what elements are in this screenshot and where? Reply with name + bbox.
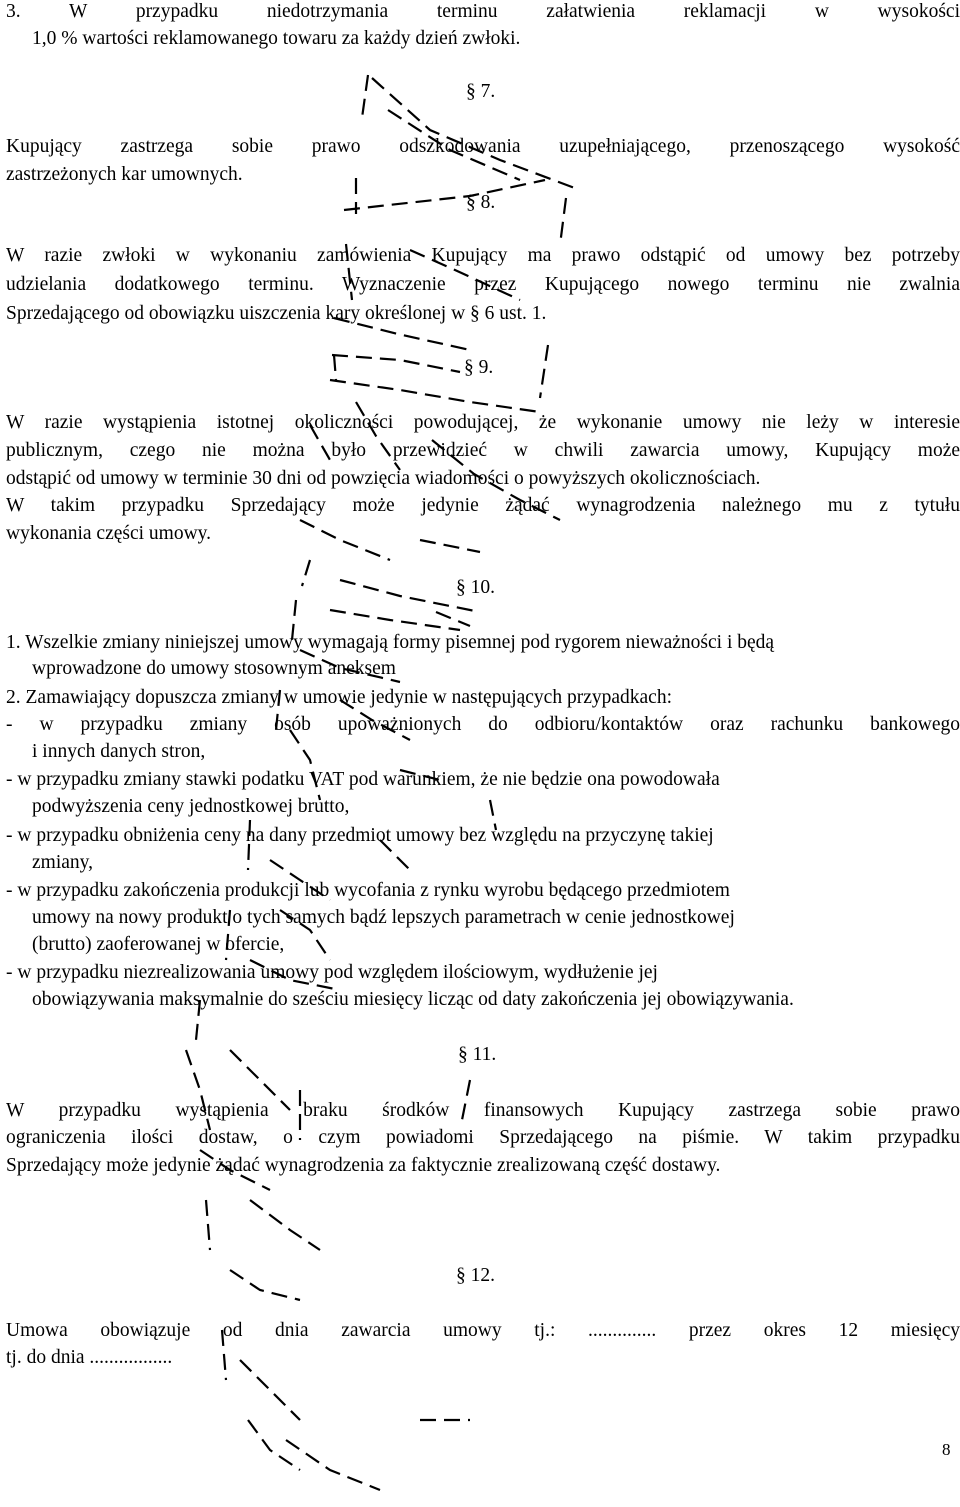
page-number: 8 — [942, 1440, 951, 1459]
section-11-line-1: W przypadku wystąpienia braku środków finansowych Kupujący zastrzega sobie prawo — [6, 1100, 960, 1121]
section-10-line-8: - w przypadku obniżenia ceny na dany przedmiot umowy bez względu na przyczynę takiej — [6, 825, 714, 846]
section-12-line-1: Umowa obowiązuje od dnia zawarcia umowy tj.: .............. przez okres 12 miesięcy — [6, 1320, 960, 1341]
section-10-line-2: wprowadzone do umowy stosownym aneksem — [32, 658, 396, 679]
section-10-line-4: - w przypadku zmiany osób upoważnionych do odbioru/kontaktów oraz rachunku bankowego — [6, 714, 960, 735]
section-7-line-1: Kupujący zastrzega sobie prawo odszkodowania uzupełniającego, przenoszącego wysokość — [6, 136, 960, 157]
section-11-line-3: Sprzedający może jedynie żądać wynagrodzenia za faktycznie zrealizowaną część dostawy. — [6, 1155, 721, 1176]
section-9-line-3: odstąpić od umowy w terminie 30 dni od powzięcia wiadomości o powyższych okolicznościach. — [6, 468, 761, 489]
section-9-heading: § 9. — [464, 357, 494, 378]
section-10-line-12: (brutto) zaoferowanej w ofercie, — [32, 934, 285, 955]
section-10-line-11: umowy na nowy produkt o tych samych bądź lepszych parametrach w cenie jednostkowej — [32, 907, 735, 928]
section-10-line-6: - w przypadku zmiany stawki podatku VAT pod warunkiem, że nie będzie ona powodowała — [6, 769, 720, 790]
section-8-line-1: W razie zwłoki w wykonaniu zamówienia Kupujący ma prawo odstąpić od umowy bez potrzeby — [6, 245, 960, 266]
section-10-line-9: zmiany, — [32, 852, 94, 873]
section-8-heading: § 8. — [466, 192, 496, 213]
point-3-line-2: 1,0 % wartości reklamowanego towaru za każdy dzień zwłoki. — [32, 28, 521, 49]
section-8-line-2: udzielania dodatkowego terminu. Wyznaczenie przez Kupującego nowego terminu nie zwalnia — [6, 274, 960, 295]
section-12-heading: § 12. — [456, 1265, 495, 1286]
section-12-line-2: tj. do dnia ................. — [6, 1347, 173, 1368]
section-7-heading: § 7. — [466, 81, 496, 102]
section-11-heading: § 11. — [458, 1044, 497, 1065]
section-9-line-1: W razie wystąpienia istotnej okoliczności powodującej, że wykonanie umowy nie leży w interesie — [6, 412, 960, 433]
point-3-line-1: 3. W przypadku niedotrzymania terminu załatwienia reklamacji w wysokości — [6, 1, 960, 22]
section-7-line-2: zastrzeżonych kar umownych. — [6, 164, 243, 185]
section-10-line-14: obowiązywania maksymalnie do sześciu miesięcy licząc od daty zakończenia jej obowiązywania. — [32, 989, 794, 1010]
section-10-line-5: i innych danych stron, — [32, 741, 206, 762]
section-10-line-13: - w przypadku niezrealizowania umowy pod względem ilościowym, wydłużenie jej — [6, 962, 658, 983]
section-10-line-3: 2. Zamawiający dopuszcza zmiany w umowie jedynie w następujących przypadkach: — [6, 687, 672, 708]
section-11-line-2: ograniczenia ilości dostaw, o czym powiadomi Sprzedającego na piśmie. W takim przypadku — [6, 1127, 960, 1148]
section-10-line-7: podwyższenia ceny jednostkowej brutto, — [32, 796, 350, 817]
section-10-line-10: - w przypadku zakończenia produkcji lub wycofania z rynku wyrobu będącego przedmiotem — [6, 880, 730, 901]
section-10-heading: § 10. — [456, 577, 495, 598]
section-9-line-2: publicznym, czego nie można było przewidzieć w chwili zawarcia umowy, Kupujący może — [6, 440, 960, 461]
section-8-line-3: Sprzedającego od obowiązku uiszczenia kary określonej w § 6 ust. 1. — [6, 303, 547, 324]
section-9-line-5: wykonania części umowy. — [6, 523, 212, 544]
section-10-line-1: 1. Wszelkie zmiany niniejszej umowy wymagają formy pisemnej pod rygorem nieważności i będą — [6, 632, 775, 653]
section-9-line-4: W takim przypadku Sprzedający może jedynie żądać wynagrodzenia należnego mu z tytułu — [6, 495, 960, 516]
